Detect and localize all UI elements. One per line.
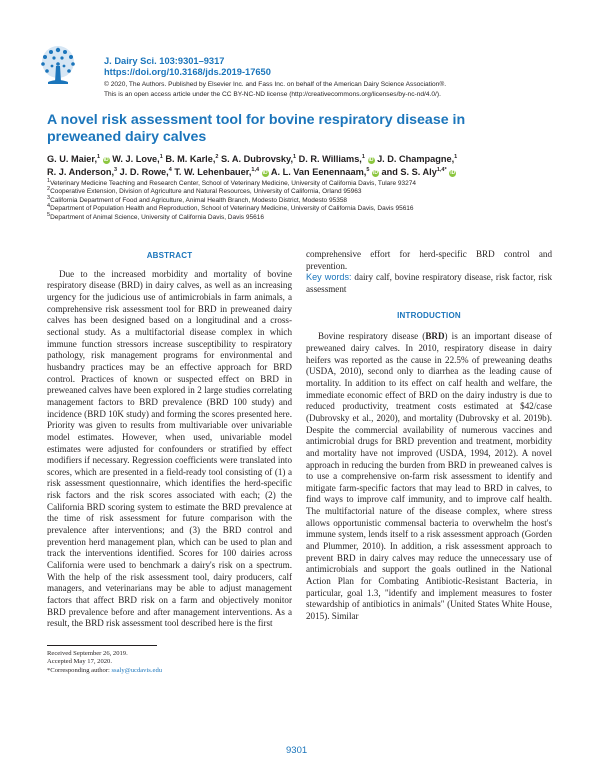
copyright-line: © 2020, The Authors. Published by Elsevier Inc. and Fass Inc. on behalf of the American Dairy Science Association®. — [104, 81, 447, 88]
keywords-text: dairy calf, bovine respiratory disease, risk factor, risk assessment — [306, 272, 552, 294]
author-affiliation-marker: 1,4 — [251, 166, 260, 173]
doi-link[interactable]: https://doi.org/10.3168/jds.2019-17650 — [104, 67, 271, 77]
author-list — [47, 153, 547, 178]
page-number: 9301 — [286, 745, 308, 756]
affiliation-item — [47, 211, 557, 222]
affiliation-item — [47, 188, 557, 196]
author-affiliation-marker: 1,4* — [436, 166, 447, 173]
affiliation-item — [47, 194, 557, 205]
author-name: R. J. Anderson, — [47, 166, 115, 177]
corresponding-email[interactable]: ssaly@ucdavis.edu — [111, 666, 163, 674]
abstract-heading: ABSTRACT — [146, 251, 193, 260]
affiliation-text: Department of Animal Science, University of California Davis, Davis 95616 — [50, 213, 264, 221]
author-name: J. D. Champagne, — [377, 154, 455, 164]
left-column — [47, 250, 292, 630]
affiliation-text: Cooperative Extension, Division of Agriculture and Natural Resources, University of California, Orland 95963 — [50, 188, 362, 196]
author-affiliation-marker: 4 — [168, 166, 172, 173]
author-name: T. W. Lehenbauer, — [174, 166, 252, 177]
introduction-heading: INTRODUCTION — [397, 310, 461, 320]
introduction-text — [306, 331, 552, 622]
footnote-rule — [47, 645, 157, 646]
affiliation-item — [47, 205, 557, 213]
abstract-text: Due to the increased morbidity and mortality of bovine respiratory disease (BRD) in dairy calves, as well as an increasing urgency for the judicious use of antimicrobials in farm animals, a comprehensive risk assessment tool for BRD in preweaned dairy calves has been designed based on a longitudinal and a cross-sectional study. As a multifactorial disease complex in which immune function stressors increase susceptibility to respiratory pathology, risk management programs for environmental and husbandry practices may be an effective approach for BRD control. Practices of known or suspected effect on BRD in preweaned calves have been explored in 2 large studies correlating management factors to BRD prevalence (BRD 100 study) and incidence (BRD 10K study) and forming the scores presented here. Priority was given to results from multivariable over univariable model estimates. However, when used, univariable model estimates were adjusted for confounders or stratified by effect modifiers if necessary. Regression coefficients were translated into scores, which are presented in a field-ready tool consisting of (1) a risk assessment questionnaire, which identifies the herd-specific risk factors and the risk scores associated with each; (2) the California BRD scoring system to estimate the BRD prevalence at the time of risk assessment for future comparison with the prevalence after interventions; and (3) the BRD control and prevention herd management plan, which can be used to plan and track the interventions identified. Scores for 100 dairies across California were used to benchmark a dairy's risk on a spectrum. With the help of the risk assessment tool, dairy producers, calf managers, and veterinarians may be able to adjust management factors that affect BRD risk on a farm and objectively monitor BRD prevalence before and after management interventions. As a result, the BRD risk assessment tool described here is the first — [47, 268, 292, 629]
intro-bold-term: BRD — [425, 331, 445, 342]
author-line-1 — [47, 153, 547, 166]
intro-text-start: Bovine respiratory disease ( — [318, 331, 426, 342]
author-name: S. A. Dubrovsky, — [221, 154, 294, 164]
affiliation-number: 3 — [47, 194, 51, 201]
right-column — [306, 249, 552, 623]
intro-text-rest: ) is an important disease of preweaned dairy calves. In 2010, respiratory disease in dairy heifers was reported as the cause in 22.5% of preweaning deaths (USDA, 2010), second only to diarrhea as the leading cause of mortality. In addition to its effect on calf health and welfare, the immediate economic effect of BRD on the dairy industry is due to reduced productivity, treatment costs estimated at $42/case (Dubrovsky et al., 2020), and mortality (Dubrovsky et al. 2019b). Despite the commercial availability of numerous vaccines and antimicrobial drugs for BRD prevention and treatment, morbidity and mortality have not improved (USDA, 1994, 2012). A novel approach in reducing the burden from BRD in preweaned calves is to use a comprehensive on-farm risk assessment to identify and mitigate farm-specific factors that may lead to BRD in calves, to find ways to improve calf immunity, and to improve calf health. The multifactorial nature of the disease complex, where stress allows opportunistic commensal bacteria to overwhelm the host's immune system, lends itself to a risk assessment approach (Gorden and Plummer, 2010). In addition, a risk assessment approach to prevent BRD in dairy calves may reduce the unnecessary use of antimicrobials and support the goals outlined in the National Action Plan for Combating Antibiotic-Resistant Bacteria, in particular, goal 1.3, "identify and implement measures to foster stewardship of antibiotics in animals" (United States White House, 2015). Similar — [306, 331, 552, 622]
author-affiliation-marker: 2 — [215, 153, 219, 160]
affiliation-number: 2 — [47, 186, 51, 193]
affiliation-number: 1 — [47, 177, 51, 184]
author-affiliation-marker: 1 — [97, 153, 101, 160]
author-name: G. U. Maier, — [47, 154, 98, 164]
article-header — [104, 56, 574, 100]
received-date: Received September 26, 2019. — [47, 650, 128, 657]
author-name: D. R. Williams, — [298, 154, 362, 164]
affiliation-number: 5 — [47, 211, 51, 218]
footnotes — [47, 650, 292, 675]
orcid-icon[interactable]: iD — [368, 157, 374, 163]
license-line: This is an open access article under the CC BY-NC-ND license (http://creativecommons.org/licenses/by-nc-nd/4.0/). — [104, 91, 441, 98]
author-affiliation-marker: 1 — [454, 153, 458, 160]
author-name: W. J. Love, — [112, 154, 160, 164]
affiliations — [47, 177, 557, 222]
author-name: A. L. Van Eenennaam, — [270, 166, 367, 177]
corresponding-author — [47, 667, 292, 675]
orcid-icon[interactable]: iD — [372, 169, 378, 176]
affiliation-text: California Department of Food and Agriculture, Animal Health Branch, Modesto District, Modesto 95358 — [50, 196, 348, 204]
author-name: B. M. Karle, — [165, 154, 216, 164]
article-title: A novel risk assessment tool for bovine respiratory disease in preweaned dairy calves — [47, 112, 466, 145]
journal-citation: J. Dairy Sci. 103:9301–9317 — [104, 56, 225, 66]
author-affiliation-marker: 3 — [114, 166, 118, 173]
accepted-date: Accepted May 17, 2020. — [47, 658, 113, 666]
author-affiliation-marker: 5 — [366, 166, 370, 173]
author-affiliation-marker: 1 — [361, 153, 365, 160]
author-name: and S. S. Aly — [381, 166, 437, 177]
keywords — [306, 272, 552, 295]
author-affiliation-marker: 1 — [159, 153, 163, 160]
keywords-label: Key words: — [306, 272, 352, 283]
affiliation-text: Veterinary Medicine Teaching and Research Center, School of Veterinary Medicine, University of California Davis, Tulare 93274 — [50, 180, 416, 187]
affiliation-number: 4 — [47, 203, 51, 210]
author-name: J. D. Rowe, — [119, 166, 169, 177]
author-line-2 — [47, 166, 547, 179]
affiliation-text: Department of Population Health and Reproduction, School of Veterinary Medicine, University of California Davis, Davis 95616 — [50, 205, 414, 213]
author-affiliation-marker: 1 — [293, 153, 297, 160]
orcid-icon[interactable]: iD — [262, 169, 268, 176]
corresponding-label: *Corresponding author: — [47, 666, 112, 674]
journal-logo — [34, 44, 96, 96]
orcid-icon[interactable]: iD — [103, 157, 109, 163]
copyright-notice — [104, 80, 574, 100]
orcid-icon[interactable]: iD — [450, 169, 456, 176]
abstract-continued: comprehensive effort for herd-specific BRD control and prevention. — [306, 249, 552, 271]
